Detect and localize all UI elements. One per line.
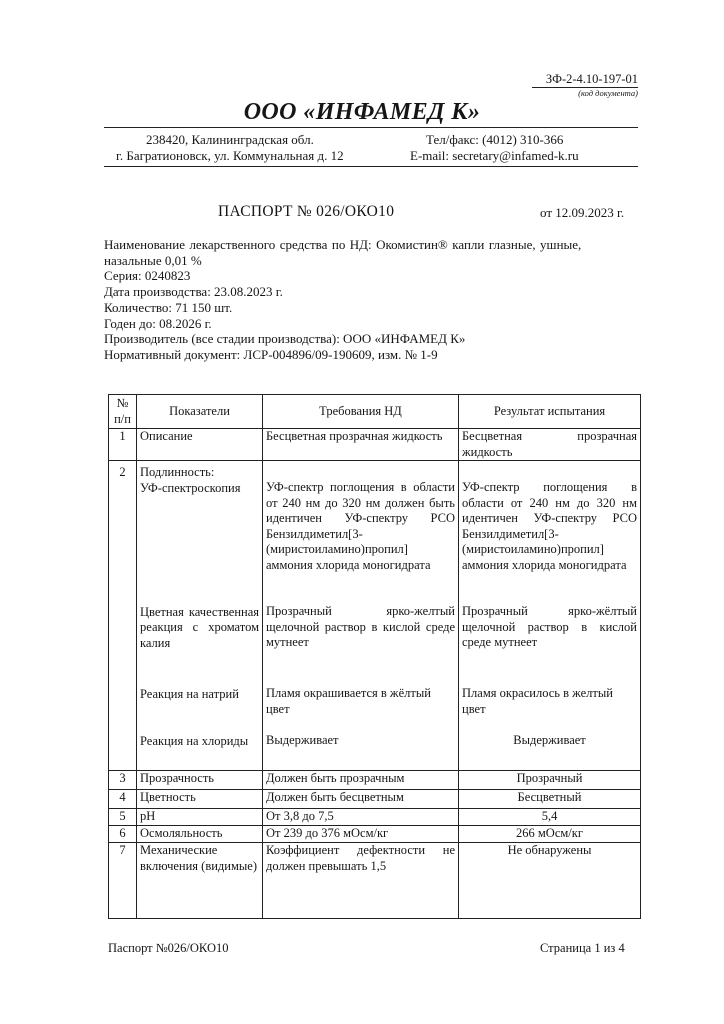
product-name-line-2: назальные 0,01 % xyxy=(104,252,202,268)
row-indicator: Механические включения (видимые) xyxy=(137,843,263,919)
row-requirement: Должен быть бесцветным xyxy=(263,790,459,809)
manufacturer: Производитель (все стадии производства): ООО «ИНФАМЕД К» xyxy=(104,331,466,347)
row-indicator: Прозрачность xyxy=(137,771,263,790)
product-info xyxy=(104,237,638,363)
row-indicator: Описание xyxy=(137,429,263,461)
table-header-row xyxy=(109,395,641,429)
table-row xyxy=(109,790,641,809)
normative-document: Нормативный документ: ЛСР-004896/09-190609, изм. № 1-9 xyxy=(104,346,438,362)
passport-title: ПАСПОРТ № 026/ОКО10 xyxy=(218,203,395,220)
header-num: № п/п xyxy=(109,395,137,429)
passport-date: от 12.09.2023 г. xyxy=(540,205,625,220)
chromate-requirement: Прозрачный ярко-желтый щелочной раствор в кислой среде мутнеет xyxy=(266,604,455,649)
row-requirement: От 3,8 до 7,5 xyxy=(263,809,459,826)
table-row xyxy=(109,429,641,461)
header-requirement: Требования НД xyxy=(263,395,459,429)
address-line-1: 238420, Калининградская обл. xyxy=(146,132,314,147)
uv-spectroscopy-label: УФ-спектроскопия xyxy=(140,480,241,495)
row-num: 6 xyxy=(109,826,137,843)
header-rule-bottom xyxy=(104,166,638,167)
row-indicator: Цветность xyxy=(137,790,263,809)
uv-requirement: УФ-спектр поглощения в области от 240 нм до 320 нм должен быть идентичен УФ-спектру РСО Бензилдиметил[3-(миристоиламино)пропил] аммония хлорида моногидрата xyxy=(266,480,455,572)
address-line-2: г. Багратионовск, ул. Коммунальная д. 12 xyxy=(116,148,344,163)
row-num: 3 xyxy=(109,771,137,790)
specification-table xyxy=(108,394,641,919)
company-name: ООО «ИНФАМЕД К» xyxy=(243,99,481,125)
row-num: 4 xyxy=(109,790,137,809)
row-result: Не обнаружены xyxy=(459,843,641,919)
table-row xyxy=(109,461,641,771)
row-result: 5,4 xyxy=(459,809,641,826)
table-row xyxy=(109,771,641,790)
row-result: 266 мОсм/кг xyxy=(459,826,641,843)
table-row xyxy=(109,826,641,843)
email: E-mail: secretary@infamed-k.ru xyxy=(410,148,579,163)
product-series: Серия: 0240823 xyxy=(104,268,191,284)
row-requirement: Должен быть прозрачным xyxy=(263,771,459,790)
phone-fax: Тел/факс: (4012) 310-366 xyxy=(426,132,564,147)
document-code-note: (код документа) xyxy=(578,88,638,98)
footer-page-number: Страница 1 из 4 xyxy=(540,941,625,955)
table-row xyxy=(109,809,641,826)
row-requirement: Коэффициент дефектности не должен превышать 1,5 xyxy=(263,843,459,919)
row-indicator xyxy=(137,461,263,771)
table-row xyxy=(109,843,641,919)
chloride-result: Выдерживает xyxy=(513,733,586,747)
sodium-requirement: Пламя окрашивается в жёлтый цвет xyxy=(266,686,431,716)
chloride-requirement: Выдерживает xyxy=(266,733,339,747)
row-result: Прозрачный xyxy=(459,771,641,790)
header-indicator: Показатели xyxy=(137,395,263,429)
row-result: Бесцветная прозрачная жидкость xyxy=(459,429,641,461)
row-requirement: От 239 до 376 мОсм/кг xyxy=(263,826,459,843)
uv-result: УФ-спектр поглощения в области от 240 нм до 320 нм идентичен УФ-спектру РСО Бензилдиметил[3-(миристоиламино)пропил] аммония хлорида моногидрата xyxy=(462,480,637,572)
row-num: 7 xyxy=(109,843,137,919)
row-num: 5 xyxy=(109,809,137,826)
chromate-result: Прозрачный ярко-жёлтый щелочной раствор в кислой среде мутнеет xyxy=(462,604,637,649)
product-name-line-1: Наименование лекарственного средства по НД: Окомистин® капли глазные, ушные, xyxy=(104,237,582,252)
row-indicator: Осмоляльность xyxy=(137,826,263,843)
footer-passport-number: Паспорт №026/ОКО10 xyxy=(108,941,229,955)
document-code: ЗФ-2-4.10-197-01 xyxy=(532,72,638,88)
header-result: Результат испытания xyxy=(459,395,641,429)
product-quantity: Количество: 71 150 шт. xyxy=(104,299,233,315)
row-requirement xyxy=(263,461,459,771)
chloride-reaction-label: Реакция на хлориды xyxy=(140,733,249,748)
identity-label: Подлинность: xyxy=(140,465,215,479)
row-requirement: Бесцветная прозрачная жидкость xyxy=(263,429,459,461)
sodium-result: Пламя окрасилось в желтый цвет xyxy=(462,686,613,716)
row-num: 1 xyxy=(109,429,137,461)
row-result xyxy=(459,461,641,771)
header-rule-top xyxy=(104,127,638,128)
expiry-date: Годен до: 08.2026 г. xyxy=(104,315,212,331)
production-date: Дата производства: 23.08.2023 г. xyxy=(104,284,283,300)
chromate-reaction-label: Цветная качественная реакция с хроматом калия xyxy=(140,604,259,650)
row-num: 2 xyxy=(109,461,137,771)
row-result: Бесцветный xyxy=(459,790,641,809)
row-indicator: pH xyxy=(137,809,263,826)
sodium-reaction-label: Реакция на натрий xyxy=(140,686,239,701)
